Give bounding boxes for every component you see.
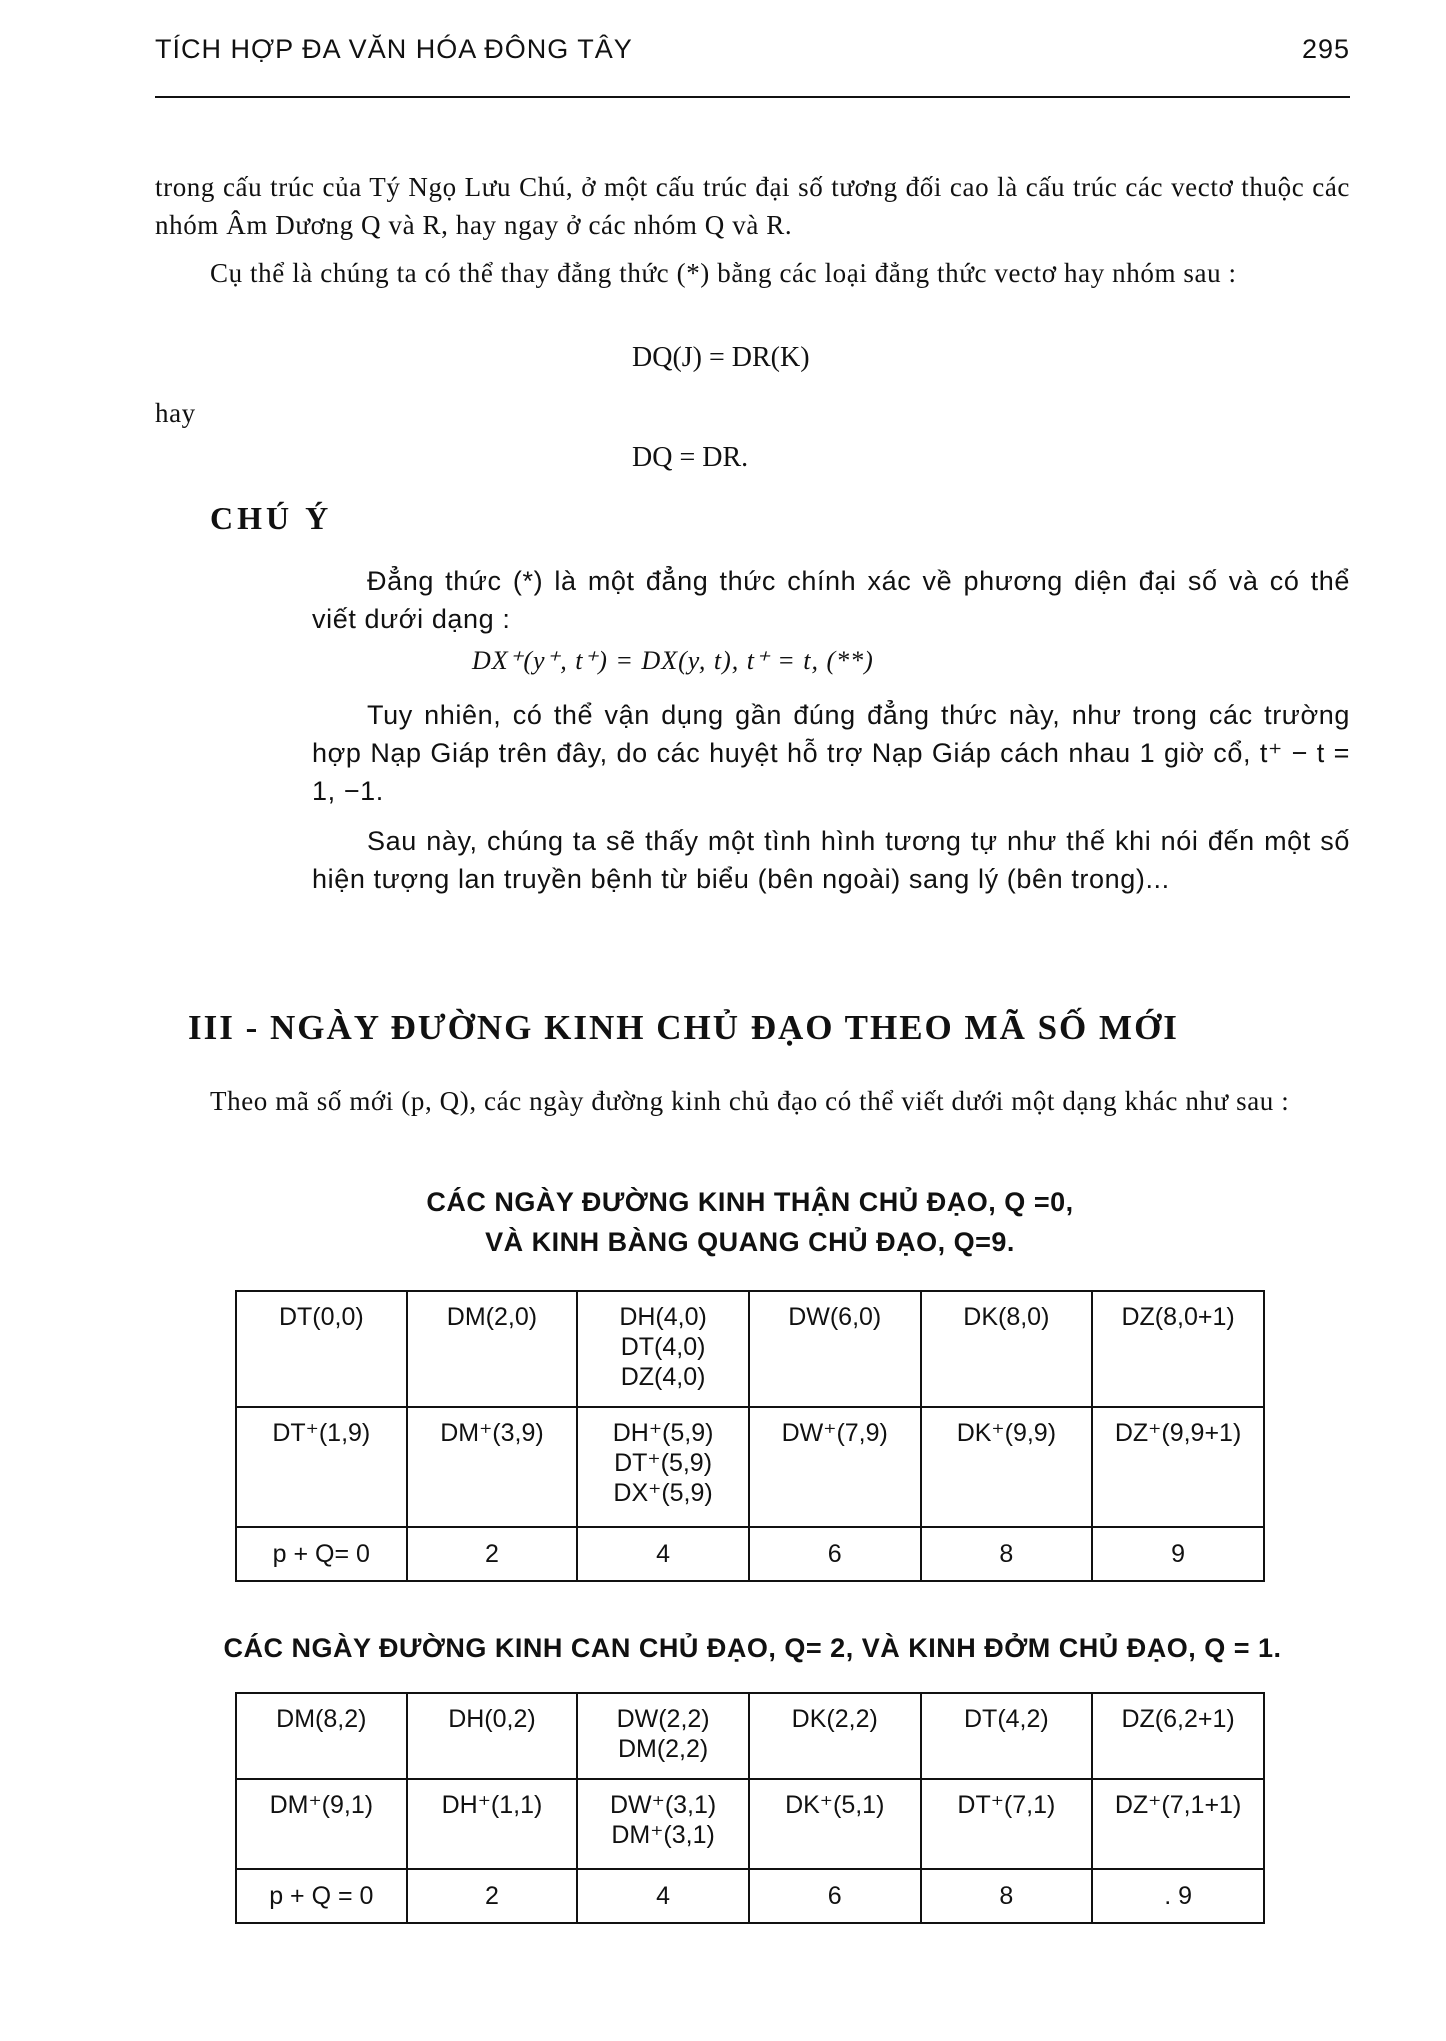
- table-cell: [921, 1779, 1093, 1869]
- note-paragraph-1: Đẳng thức (*) là một đẳng thức chính xác về phương diện đại số và có thể viết dưới dạng :: [312, 566, 1350, 634]
- table-cell: [407, 1869, 578, 1923]
- table-cell: [577, 1527, 749, 1581]
- cell-text: . 9: [1164, 1882, 1192, 1910]
- table-cell: [407, 1527, 578, 1581]
- cell-text: DT(4,2): [964, 1705, 1049, 1733]
- cell-text: 2: [485, 1882, 499, 1910]
- table-cell: [1092, 1527, 1264, 1581]
- cell-text: DH(4,0): [619, 1303, 707, 1331]
- cell-text: 2: [484, 1540, 499, 1568]
- table-row: [236, 1291, 1264, 1407]
- cell-text: DZ(4,0): [620, 1363, 706, 1391]
- cell-text: DZ⁺(7,1+1): [1114, 1791, 1242, 1819]
- note-formula: DX⁺(y⁺, t⁺) = DX(y, t), t⁺ = t, (**): [472, 646, 874, 675]
- table-row: [236, 1779, 1264, 1869]
- table-cell: [921, 1693, 1093, 1779]
- word-hay: hay: [155, 398, 196, 428]
- table-cell: [236, 1869, 407, 1923]
- note-paragraph-2: Tuy nhiên, có thể vận dụng gần đúng đẳng thức này, như trong các trường hợp Nạp Giáp trên đây, do các huyệt hỗ trợ Nạp Giáp cách nhau 1 giờ cổ, t⁺ − t = 1, −1.: [312, 700, 1350, 806]
- table-cell: [921, 1291, 1093, 1407]
- cell-text: DT⁺(1,9): [272, 1419, 371, 1447]
- table-cell: [577, 1693, 749, 1779]
- cell-text: p + Q= 0: [272, 1540, 370, 1568]
- cell-text: DT(4,0): [620, 1333, 706, 1361]
- cell-text: 4: [656, 1540, 671, 1568]
- equation-1: DQ(J) = DR(K): [632, 342, 810, 373]
- table-cell: [407, 1407, 578, 1527]
- cell-text: DK(2,2): [791, 1705, 878, 1733]
- paragraph-2: Cụ thể là chúng ta có thể thay đẳng thức (*) bằng các loại đẳng thức vectơ hay nhóm sau :: [210, 258, 1237, 288]
- cell-text: DX⁺(5,9): [613, 1479, 713, 1507]
- note-paragraph-3: Sau này, chúng ta sẽ thấy một tình hình tương tự như thế khi nói đến một số hiện tượng lan truyền bệnh từ biểu (bên ngoài) sang lý (bên trong)...: [312, 826, 1350, 894]
- table-row: [236, 1527, 1264, 1581]
- table-1-caption-line-1: CÁC NGÀY ĐƯỜNG KINH THẬN CHỦ ĐẠO, Q =0,: [426, 1187, 1074, 1217]
- cell-text: DW(2,2): [616, 1705, 710, 1733]
- table-cell: [1092, 1869, 1264, 1923]
- table-cell: [1092, 1779, 1264, 1869]
- cell-text: DT(0,0): [278, 1303, 364, 1331]
- cell-text: 9: [1171, 1540, 1186, 1568]
- table-cell: [1092, 1407, 1264, 1527]
- cell-text: DM⁺(3,1): [611, 1821, 715, 1849]
- section-heading: III - NGÀY ĐƯỜNG KINH CHỦ ĐẠO THEO MÃ SỐ MỚI: [188, 1008, 1179, 1047]
- cell-text: DM⁺(3,9): [440, 1419, 544, 1447]
- table-cell: [407, 1693, 578, 1779]
- cell-text: DM(2,0): [446, 1303, 538, 1331]
- cell-text: DH⁺(5,9): [612, 1419, 714, 1447]
- cell-text: DW⁺(3,1): [609, 1791, 717, 1819]
- running-header: [155, 32, 1350, 98]
- cell-text: DH(0,2): [448, 1705, 536, 1733]
- table-cell: [749, 1527, 921, 1581]
- cell-text: DM⁺(9,1): [269, 1791, 374, 1819]
- cell-text: DH⁺(1,1): [441, 1791, 543, 1819]
- table-1-caption-line-2: VÀ KINH BÀNG QUANG CHỦ ĐẠO, Q=9.: [485, 1227, 1015, 1257]
- cell-text: DK(8,0): [963, 1303, 1050, 1331]
- cell-text: 6: [827, 1882, 842, 1910]
- table-cell: [1092, 1693, 1264, 1779]
- cell-text: 6: [827, 1540, 842, 1568]
- cell-text: DZ(8,0+1): [1121, 1303, 1235, 1331]
- table-cell: [577, 1779, 749, 1869]
- cell-text: DT⁺(5,9): [614, 1449, 713, 1477]
- table-cell: [577, 1407, 749, 1527]
- table-cell: [749, 1407, 921, 1527]
- equation-2: DQ = DR.: [632, 442, 749, 473]
- table-cell: [749, 1291, 921, 1407]
- cell-text: 4: [656, 1882, 671, 1910]
- table-cell: [236, 1779, 407, 1869]
- header-title: TÍCH HỢP ĐA VĂN HÓA ĐÔNG TÂY: [155, 34, 633, 64]
- cell-text: DM(8,2): [276, 1705, 367, 1733]
- table-cell: [921, 1527, 1093, 1581]
- table-cell: [407, 1779, 578, 1869]
- table-row: [236, 1869, 1264, 1923]
- table-cell: [236, 1407, 407, 1527]
- table-cell: [236, 1527, 407, 1581]
- table-cell: [236, 1291, 407, 1407]
- cell-text: DW⁺(7,9): [781, 1419, 888, 1447]
- cell-text: DT⁺(7,1): [957, 1791, 1056, 1819]
- note-heading: CHÚ Ý: [210, 500, 333, 536]
- cell-text: 8: [999, 1540, 1014, 1568]
- page-number: 295: [1301, 34, 1350, 64]
- table-cell: [749, 1693, 921, 1779]
- section-intro: Theo mã số mới (p, Q), các ngày đường kinh chủ đạo có thể viết dưới một dạng khác như sau :: [210, 1086, 1290, 1116]
- table-cell: [577, 1869, 749, 1923]
- table-cell: [749, 1869, 921, 1923]
- table-row: [236, 1693, 1264, 1779]
- table-1-caption: [300, 1182, 1200, 1262]
- cell-text: DW(6,0): [788, 1303, 882, 1331]
- table-row: [236, 1407, 1264, 1527]
- cell-text: 8: [999, 1882, 1014, 1910]
- cell-text: DZ(6,2+1): [1121, 1705, 1235, 1733]
- table-2: [235, 1692, 1265, 1924]
- table-cell: [921, 1407, 1093, 1527]
- cell-text: DZ⁺(9,9+1): [1114, 1419, 1242, 1447]
- cell-text: p + Q = 0: [269, 1882, 374, 1910]
- table-cell: [407, 1291, 578, 1407]
- cell-text: DM(2,2): [617, 1735, 709, 1763]
- table-2-caption: CÁC NGÀY ĐƯỜNG KINH CAN CHỦ ĐẠO, Q= 2, VÀ KINH ĐỞM CHỦ ĐẠO, Q = 1.: [223, 1633, 1282, 1663]
- paragraph-1: trong cấu trúc của Tý Ngọ Lưu Chú, ở một cấu trúc đại số tương đối cao là cấu trúc các vectơ thuộc các nhóm Âm Dương Q và R, hay ngay ở các nhóm Q và R.: [155, 172, 1350, 240]
- table-cell: [749, 1779, 921, 1869]
- table-cell: [921, 1869, 1093, 1923]
- table-1: [235, 1290, 1265, 1582]
- table-cell: [236, 1693, 407, 1779]
- cell-text: DK⁺(9,9): [956, 1419, 1057, 1447]
- table-cell: [1092, 1291, 1264, 1407]
- cell-text: DK⁺(5,1): [785, 1791, 885, 1819]
- table-cell: [577, 1291, 749, 1407]
